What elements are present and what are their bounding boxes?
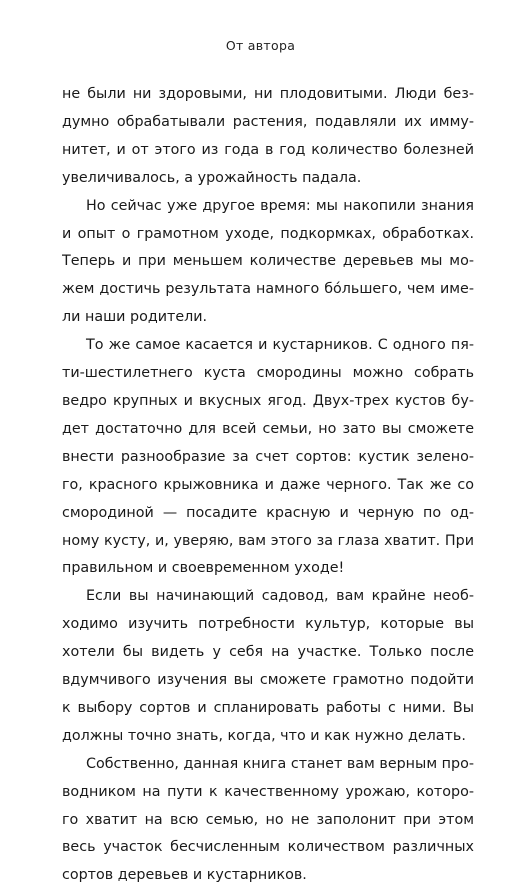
text-line: То же самое касается и кустарников. С одного пя- (86, 337, 474, 354)
text-line: дет достаточно для всей семьи, но зато вы сможете (62, 420, 474, 437)
text-line: весь участок бесчисленным количеством различных (62, 839, 474, 856)
text-line: Но сейчас уже другое время: мы накопили знания (86, 197, 474, 214)
text-line: думно обрабатывали растения, подавляли их имму- (62, 113, 474, 130)
text-line: к выбору сортов и спланировать работы с ними. Вы (62, 699, 474, 716)
text-line: ходимо изучить потребности культур, которые вы (62, 616, 474, 633)
running-header-title: От автора (225, 38, 296, 53)
body-text (62, 81, 474, 890)
paragraph (62, 332, 474, 583)
text-line: Теперь и при меньшем количестве деревьев мы мо- (62, 253, 474, 270)
text-line: Если вы начинающий садовод, вам крайне необ- (86, 588, 474, 605)
text-line: ли наши родители. (62, 309, 208, 326)
text-line: не были ни здоровыми, ни плодовитыми. Люди без- (62, 86, 474, 102)
text-line: вдумчивого изучения вы сможете грамотно подойти (62, 672, 474, 689)
text-line: и опыт о грамотном уходе, подкормках, обработках. (62, 225, 474, 242)
text-line: сортов деревьев и кустарников. (62, 867, 307, 884)
text-line: ному кусту, и, уверяю, вам этого за глаза хватит. При (62, 532, 474, 549)
text-line: Собственно, данная книга станет вам верным про- (86, 755, 474, 772)
text-line: го хватит на всю семью, но не заполонит при этом (62, 811, 474, 828)
paragraph (62, 193, 474, 333)
text-line: го, красного крыжовника и даже черного. Так же со (62, 476, 474, 493)
text-line: внести разнообразие за счет сортов: кустик зелено- (62, 448, 474, 465)
paragraph (62, 751, 474, 890)
text-line: хотели бы видеть у себя на участке. Только после (62, 644, 474, 661)
text-line: ведро крупных и вкусных ягод. Двух-трех кустов бу- (62, 392, 474, 409)
text-line: увеличивалось, а урожайность падала. (62, 169, 362, 186)
text-line: водником на пути к качественному урожаю, которо- (62, 783, 474, 800)
text-line: жем достичь результата намного бо́льшего, чем име- (62, 281, 474, 298)
text-line: смородиной — посадите красную и черную по од- (62, 504, 474, 521)
text-line: правильном и своевременном уходе! (62, 560, 345, 577)
paragraph (62, 583, 474, 750)
text-line: должны точно знать, когда, что и как нужно делать. (62, 727, 466, 744)
text-line: нитет, и от этого из года в год количество болезней (62, 141, 474, 158)
text-line: ти-шестилетнего куста смородины можно собрать (62, 365, 474, 382)
paragraph (62, 81, 474, 193)
